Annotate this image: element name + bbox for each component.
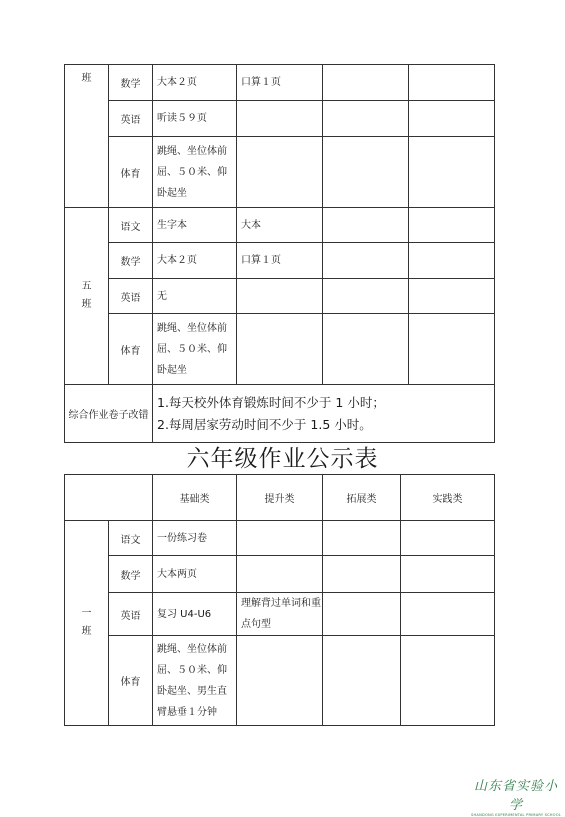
class-5-label: 五 班: [65, 208, 109, 385]
cell-basic: 大本２页: [153, 243, 237, 279]
cell-basic: 跳绳、坐位体前屈、５０米、仰卧起坐: [153, 314, 237, 385]
cell-advanced: [237, 101, 323, 137]
subject-pe: 体育: [109, 636, 153, 726]
subject-pe: 体育: [109, 137, 153, 208]
cell-basic: 生字本: [153, 208, 237, 243]
page-title: 六年级作业公示表: [186, 446, 379, 472]
cell-advanced: [237, 314, 323, 385]
school-logo-english: SHANDONG EXPERIMENTAL PRIMARY SCHOOL: [471, 813, 561, 817]
cell-advanced: [237, 137, 323, 208]
cell-advanced: [237, 636, 323, 726]
cell-basic: 无: [153, 279, 237, 314]
homework-table-top: [64, 64, 495, 443]
subject-english: 英语: [109, 279, 153, 314]
note-line-1: 1.每天校外体育锻炼时间不少于 1 小时；: [157, 394, 385, 410]
header-blank: [65, 475, 153, 521]
cell-basic: 大本２页: [153, 65, 237, 101]
cell-advanced: 口算１页: [237, 65, 323, 101]
cell-advanced: 口算１页: [237, 243, 323, 279]
header-extended: 拓展类: [323, 475, 401, 521]
subject-math: 数学: [109, 556, 153, 593]
homework-table-grade6: [64, 474, 495, 726]
subject-chinese: 语文: [109, 208, 153, 243]
school-logo: [470, 775, 562, 817]
cell-advanced: 理解背过单词和重点句型: [237, 593, 323, 636]
cell-advanced: [237, 521, 323, 556]
cell-basic: 复习 U4-U6: [153, 593, 237, 636]
cell-basic: 跳绳、坐位体前屈、５０米、仰卧起坐: [153, 137, 237, 208]
subject-pe: 体育: [109, 314, 153, 385]
subject-math: 数学: [109, 65, 153, 101]
header-basic: 基础类: [153, 475, 237, 521]
subject-english: 英语: [109, 101, 153, 137]
cell-basic: 一份练习卷: [153, 521, 237, 556]
cell-basic: 跳绳、坐位体前屈、５０米、仰卧起坐、男生直臂悬垂１分钟: [153, 636, 237, 726]
cell-advanced: 大本: [237, 208, 323, 243]
school-logo-name: 山东省实验小学: [473, 779, 558, 813]
subject-chinese: 语文: [109, 521, 153, 556]
class-1-label: 一 班: [65, 521, 109, 726]
notes-label: 综合作业卷子改错: [65, 385, 153, 443]
notes-cell: [153, 385, 495, 443]
subject-math: 数学: [109, 243, 153, 279]
cell-basic: 大本两页: [153, 556, 237, 593]
note-line-2: 2.每周居家劳动时间不少于 1.5 小时。: [157, 416, 372, 432]
header-advanced: 提升类: [237, 475, 323, 521]
subject-english: 英语: [109, 593, 153, 636]
header-practice: 实践类: [401, 475, 495, 521]
class-4-label: 班: [65, 65, 109, 208]
cell-advanced: [237, 556, 323, 593]
cell-advanced: [237, 279, 323, 314]
cell-basic: 听读５９页: [153, 101, 237, 137]
